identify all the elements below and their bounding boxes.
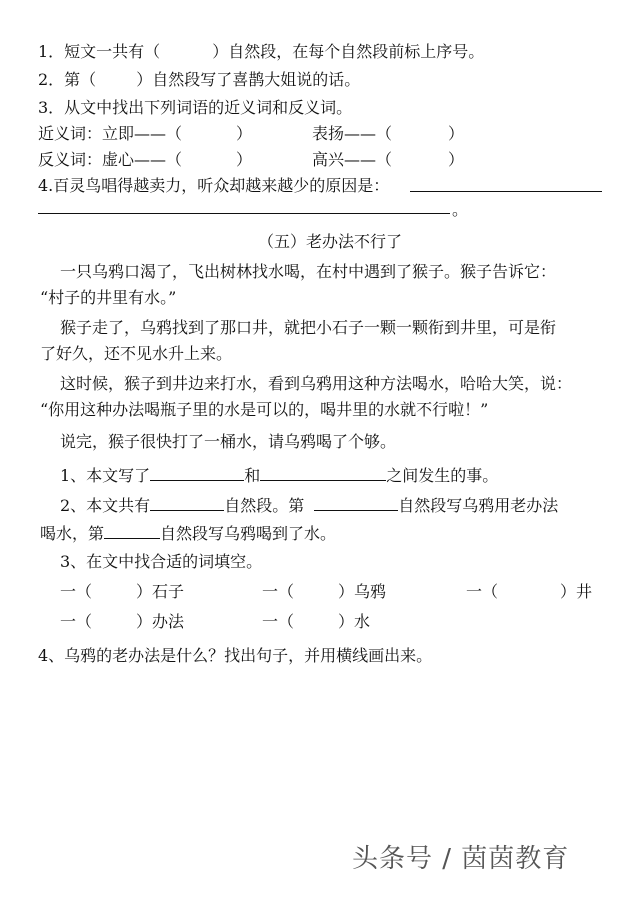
watermark: 头条号 / 茵茵教育	[352, 844, 570, 874]
answer-line-2	[38, 213, 450, 214]
question-2-2-cont: 喝水，第 自然段写乌鸦喝到了水。	[40, 524, 337, 543]
question-2-2: 2、本文共有 自然段。第 自然段写乌鸦用老办法	[60, 496, 559, 515]
paragraph-1: 一只乌鸦口渴了，飞出树林找水喝，在村中遇到了猴子。猴子告诉它：	[60, 262, 557, 281]
question-1: 1．短文一共有（ ）自然段，在每个自然段前标上序号。	[38, 42, 485, 61]
synonym-row: 近义词：立即——（ ）	[38, 124, 253, 143]
answer-line	[410, 191, 602, 192]
paragraph-2: 猴子走了，乌鸦找到了那口井，就把小石子一颗一颗衔到井里，可是衔	[60, 318, 557, 337]
fill-item-3: 一（ ）井	[466, 582, 593, 601]
paragraph-3: 这时候，猴子到井边来打水，看到乌鸦用这种方法喝水，哈哈大笑，说：	[60, 374, 573, 393]
paragraph-2-cont: 了好久，还不见水升上来。	[40, 344, 233, 363]
fill-item-4: 一（ ）办法	[60, 612, 185, 631]
synonym-item-2: 表扬——（ ）	[312, 124, 465, 143]
period-mark: 。	[452, 200, 469, 219]
question-3: 3．从文中找出下列词语的近义词和反义词。	[38, 98, 353, 117]
paragraph-4: 说完，猴子很快打了一桶水，请乌鸦喝了个够。	[60, 432, 397, 451]
antonym-item-2: 高兴——（ ）	[312, 150, 465, 169]
section-title: （五）老办法不行了	[258, 232, 403, 251]
question-2-3: 3、在文中找合适的词填空。	[60, 552, 263, 571]
paragraph-3-cont: “你用这种办法喝瓶子里的水是可以的，喝井里的水就不行啦！”	[40, 400, 489, 419]
paragraph-1-cont: “村子的井里有水。”	[40, 288, 177, 307]
question-2-1: 1、本文写了 和 之间发生的事。	[60, 466, 499, 485]
question-2: 2．第（ ）自然段写了喜鹊大姐说的话。	[38, 70, 361, 89]
question-2-4: 4、乌鸦的老办法是什么？找出句子，并用横线画出来。	[38, 646, 433, 665]
fill-item-5: 一（ ）水	[262, 612, 371, 631]
question-4: 4.百灵鸟唱得越卖力，听众却越来越少的原因是：	[38, 176, 390, 195]
fill-item-2: 一（ ）乌鸦	[262, 582, 387, 601]
antonym-row: 反义词：虚心——（ ）	[38, 150, 253, 169]
fill-item-1: 一（ ）石子	[60, 582, 185, 601]
